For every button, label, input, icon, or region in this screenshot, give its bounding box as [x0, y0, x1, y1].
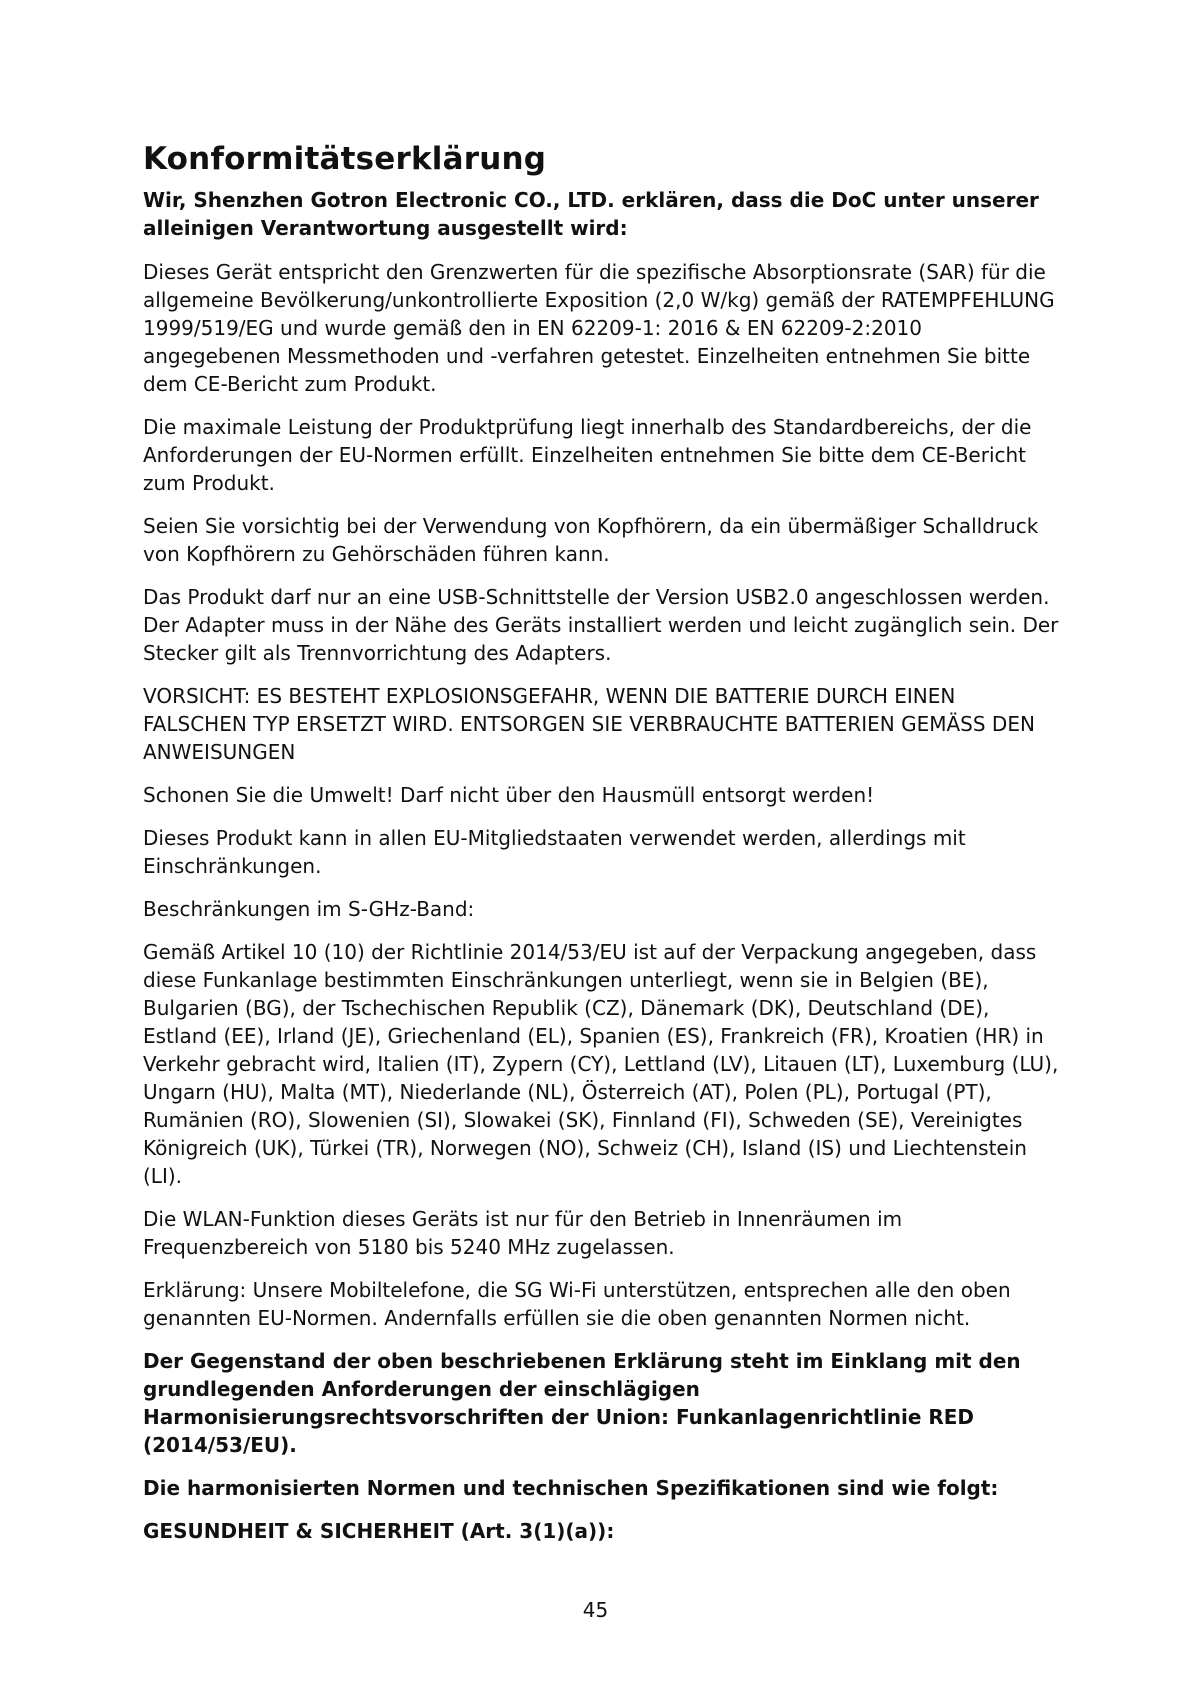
paragraph-usb-adapter: Das Produkt darf nur an eine USB-Schnittstelle der Version USB2.0 angeschlossen werden. Der Adapter muss in der Nähe des Geräts installiert werden und leicht zugänglich sein. Der Stecker gilt als Trennvorrichtung des Adapters.	[143, 585, 1059, 665]
paragraph-max-power: Die maximale Leistung der Produktprüfung liegt innerhalb des Standardbereichs, der die Anforderungen der EU-Normen erfüllt. Einzelheiten entnehmen Sie bitte dem CE-Bericht zum Produkt.	[143, 415, 1032, 495]
paragraph-country-list: Gemäß Artikel 10 (10) der Richtlinie 2014/53/EU ist auf der Verpackung angegeben, dass diese Funkanlage bestimmten Einschränkungen unterliegt, wenn sie in Belgien (BE), Bulgarien (BG), der Tschechischen Republik (CZ), Dänemark (DK), Deutschland (DE), Estland (EE), Irland (JE), Griechenland (EL), Spanien (ES), Frankreich (FR), Kroatien (HR) in Verkehr gebracht wird, Italien (IT), Zypern (CY), Lettland (LV), Litauen (LT), Luxemburg (LU), Ungarn (HU), Malta (MT), Niederlande (NL), Österreich (AT), Polen (PL), Portugal (PT), Rumänien (RO), Slowenien (SI), Slowakei (SK), Finnland (FI), Schweden (SE), Vereinigtes Königreich (UK), Türkei (TR), Norwegen (NO), Schweiz (CH), Island (IS) und Liechtenstein (LI).	[143, 940, 1059, 1188]
standards-heading: Die harmonisierten Normen und technischen Spezifikationen sind wie folgt:	[143, 1476, 999, 1500]
paragraph-explanation: Erklärung: Unsere Mobiltelefone, die SG Wi-Fi unterstützen, entsprechen alle den oben genannten EU-Normen. Andernfalls erfüllen sie die oben genannten Normen nicht.	[143, 1278, 1011, 1330]
conformity-statement: Der Gegenstand der oben beschriebenen Erklärung steht im Einklang mit den grundlegenden Anforderungen der einschlägigen Harmonisierungsrechtsvorschriften der Union: Funkanlagenrichtlinie RED (2014/53/EU).	[143, 1349, 1021, 1457]
page-title: Konformitätserklärung	[143, 141, 547, 177]
paragraph-band-restrictions: Beschränkungen im S-GHz-Band:	[143, 897, 475, 921]
paragraph-eu-usage: Dieses Produkt kann in allen EU-Mitgliedstaaten verwendet werden, allerdings mit Einschränkungen.	[143, 826, 966, 878]
paragraph-battery-caution: VORSICHT: ES BESTEHT EXPLOSIONSGEFAHR, WENN DIE BATTERIE DURCH EINEN FALSCHEN TYP ERSETZT WIRD. ENTSORGEN SIE VERBRAUCHTE BATTERIEN GEMÄSS DEN ANWEISUNGEN	[143, 684, 1035, 764]
declaration-intro: Wir, Shenzhen Gotron Electronic CO., LTD. erklären, dass die DoC unter unserer alleinigen Verantwortung ausgestellt wird:	[143, 188, 1039, 240]
paragraph-sar: Dieses Gerät entspricht den Grenzwerten für die spezifische Absorptionsrate (SAR) für die allgemeine Bevölkerung/unkontrollierte Exposition (2,0 W/kg) gemäß der RATEMPFEHLUNG 1999/519/EG und wurde gemäß den in EN 62209-1: 2016 & EN 62209-2:2010 angegebenen Messmethoden und -verfahren getestet. Einzelheiten entnehmen Sie bitte dem CE-Bericht zum Produkt.	[143, 260, 1055, 396]
health-safety-heading: GESUNDHEIT & SICHERHEIT (Art. 3(1)(a)):	[143, 1519, 615, 1543]
paragraph-headphones: Seien Sie vorsichtig bei der Verwendung von Kopfhörern, da ein übermäßiger Schalldruck von Kopfhörern zu Gehörschäden führen kann.	[143, 514, 1039, 566]
page-number: 45	[582, 1598, 609, 1622]
document-page	[143, 140, 1063, 1545]
paragraph-wlan-indoor: Die WLAN-Funktion dieses Geräts ist nur für den Betrieb in Innenräumen im Frequenzbereich von 5180 bis 5240 MHz zugelassen.	[143, 1207, 903, 1259]
paragraph-environment: Schonen Sie die Umwelt! Darf nicht über den Hausmüll entsorgt werden!	[143, 783, 875, 807]
